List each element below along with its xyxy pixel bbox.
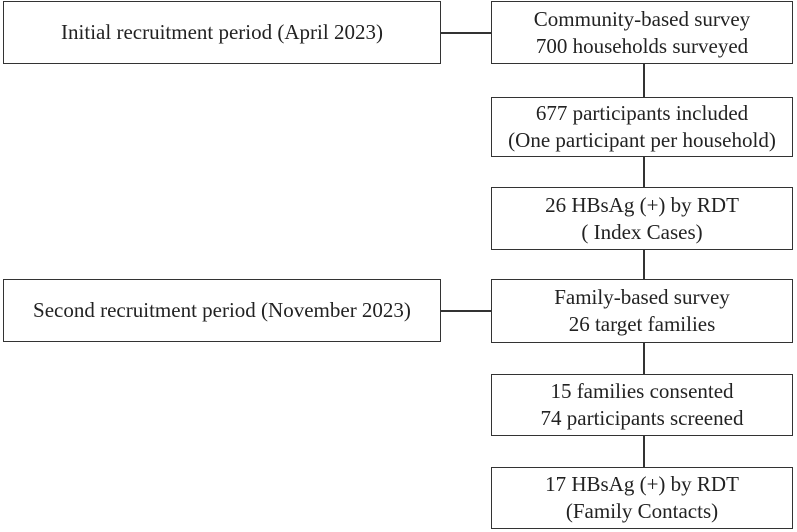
connector-initial [441, 32, 491, 34]
box-line1: 17 HBsAg (+) by RDT [545, 472, 739, 496]
families-consented-box [491, 374, 793, 436]
family-contacts-box [491, 467, 793, 529]
box-line1: Family-based survey [554, 285, 730, 309]
community-survey-box [491, 1, 793, 64]
connector-second [441, 310, 491, 312]
connector-3-4 [643, 250, 645, 279]
box-line2: 74 participants screened [540, 406, 744, 430]
participants-included-box [491, 97, 793, 157]
initial-recruitment-period-box [3, 1, 441, 64]
connector-2-3 [643, 157, 645, 187]
box-line2: (Family Contacts) [565, 499, 719, 523]
box-line1: Community-based survey [533, 6, 751, 31]
box-line2: 700 households surveyed [535, 33, 749, 58]
family-survey-box [491, 279, 793, 343]
box-text: Initial recruitment period (April 2023) [61, 20, 383, 44]
box-line1: 15 families consented [550, 379, 734, 403]
connector-4-5 [643, 343, 645, 374]
box-line2: ( Index Cases) [581, 219, 703, 244]
box-text: Second recruitment period (November 2023) [33, 298, 411, 322]
connector-1-2 [643, 64, 645, 97]
second-recruitment-period-box [3, 279, 441, 342]
connector-5-6 [643, 436, 645, 467]
box-line2: (One participant per household) [508, 128, 776, 152]
index-cases-box [491, 187, 793, 250]
box-line2: 26 target families [568, 312, 716, 336]
box-line1: 26 HBsAg (+) by RDT [545, 192, 739, 217]
box-line1: 677 participants included [535, 101, 749, 125]
